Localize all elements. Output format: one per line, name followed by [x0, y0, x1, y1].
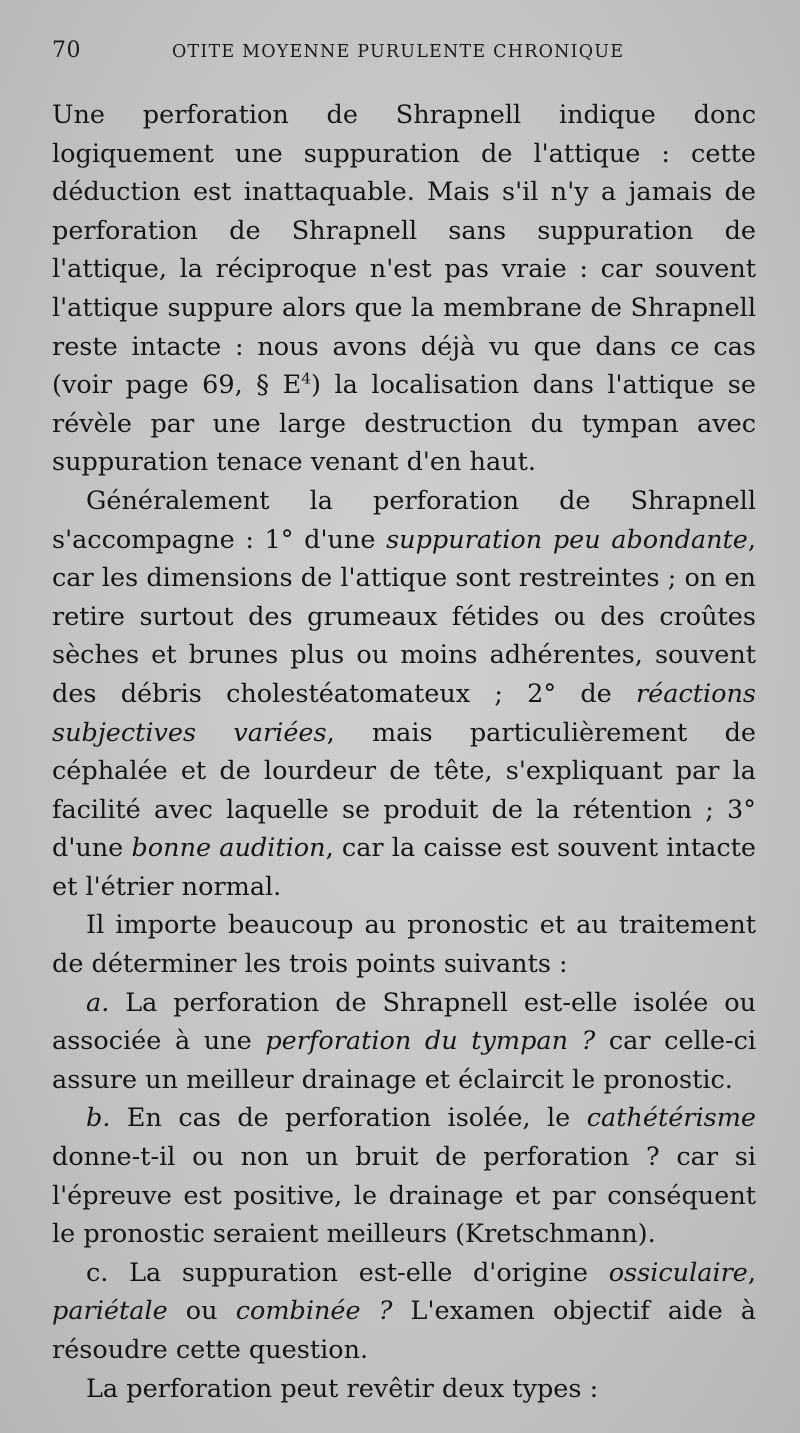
paragraph-1 — [52, 96, 756, 482]
paragraph-6-italic-2: pariétale — [52, 1296, 168, 1327]
paragraph-2-text-c: , mais particulièrement de céphalée et de lourdeur de tête, s'expliquant par la facilité avec laquelle se produit de la rétention ; 3° d'une — [52, 717, 756, 864]
paragraph-6-italic-1: ossiculaire — [608, 1257, 748, 1288]
running-header — [52, 38, 756, 78]
paragraph-3: Il importe beaucoup au pronostic et au traitement de déterminer les trois points suivants : — [52, 910, 756, 980]
paragraph-2-text-d: , car la caisse est souvent intacte et l'étrier normal. — [52, 833, 756, 902]
paragraph-1-superscript: 4 — [301, 369, 311, 388]
paragraph-4-text-a: La perforation de Shrapnell est-elle isolée ou associée à une — [52, 987, 756, 1057]
paragraph-6-italic-3: combinée ? — [235, 1296, 393, 1327]
paragraph-2-italic-3: bonne audition — [131, 833, 326, 864]
paragraph-6-text-a: La suppuration est-elle d'origine — [108, 1257, 609, 1288]
paragraph-5-text-a: En cas de perforation isolée, le — [110, 1103, 587, 1134]
paragraph-1-text: Une perforation de Shrapnell indique donc logiquement une suppuration de l'attique : cette déduction est inattaquable. Mais s'il n'y a jamais de perforation de Shrapnell sans suppuration de l'attique, la réciproque n'est pas vraie : car souvent l'attique suppure alors que la membrane de Shrapnell reste intacte : nous avons déjà vu que dans ce cas (voir page 69, § E — [52, 100, 756, 401]
paragraph-2-text-a: Généralement la perforation de Shrapnell s'accompagne : 1° d'une — [52, 485, 756, 555]
paragraph-6 — [52, 1254, 756, 1370]
paragraph-5-letter: b. — [86, 1103, 111, 1134]
paragraph-6-text-d: L'examen objectif aide à résoudre cette question. — [52, 1296, 756, 1365]
body-text — [52, 96, 756, 1408]
paragraph-6-text-c: ou — [167, 1296, 236, 1327]
paragraph-2-italic-2: réactions subjectives variées — [52, 678, 756, 748]
paragraph-4-italic: perforation du tympan ? — [265, 1026, 596, 1057]
paragraph-1-text-end: ) la localisation dans l'attique se révèle par une large destruction du tympan avec suppuration tenace venant d'en haut. — [52, 370, 756, 478]
page-number: 70 — [52, 38, 81, 63]
paragraph-2 — [52, 482, 756, 907]
paragraph-6-letter: c. — [86, 1257, 109, 1288]
running-title: OTITE MOYENNE PURULENTE CHRONIQUE — [172, 42, 625, 62]
paragraph-4-text-b: car celle-ci assure un meilleur drainage et éclaircit le pronostic. — [52, 1026, 757, 1095]
paragraph-4 — [52, 984, 756, 1100]
paragraph-4-letter: a. — [86, 987, 110, 1018]
paragraph-5 — [52, 1099, 756, 1253]
paragraph-2-text-b: , car les dimensions de l'attique sont restreintes ; on en retire surtout des grumeaux fétides ou des croûtes sèches et brunes plus ou moins adhérentes, souvent des débris cholestéatomateux ; 2° de — [52, 524, 756, 709]
paragraph-2-italic-1: suppuration peu abondante — [386, 524, 748, 555]
paragraph-7: La perforation peut revêtir deux types : — [86, 1373, 599, 1404]
paragraph-5-text-b: donne-t-il ou non un bruit de perforation ? car si l'épreuve est positive, le drainage et par conséquent le pronostic seraient meilleurs (Kretschmann). — [52, 1142, 756, 1250]
paragraph-5-italic: cathétérisme — [586, 1103, 756, 1134]
paragraph-6-text-b: , — [747, 1257, 756, 1288]
